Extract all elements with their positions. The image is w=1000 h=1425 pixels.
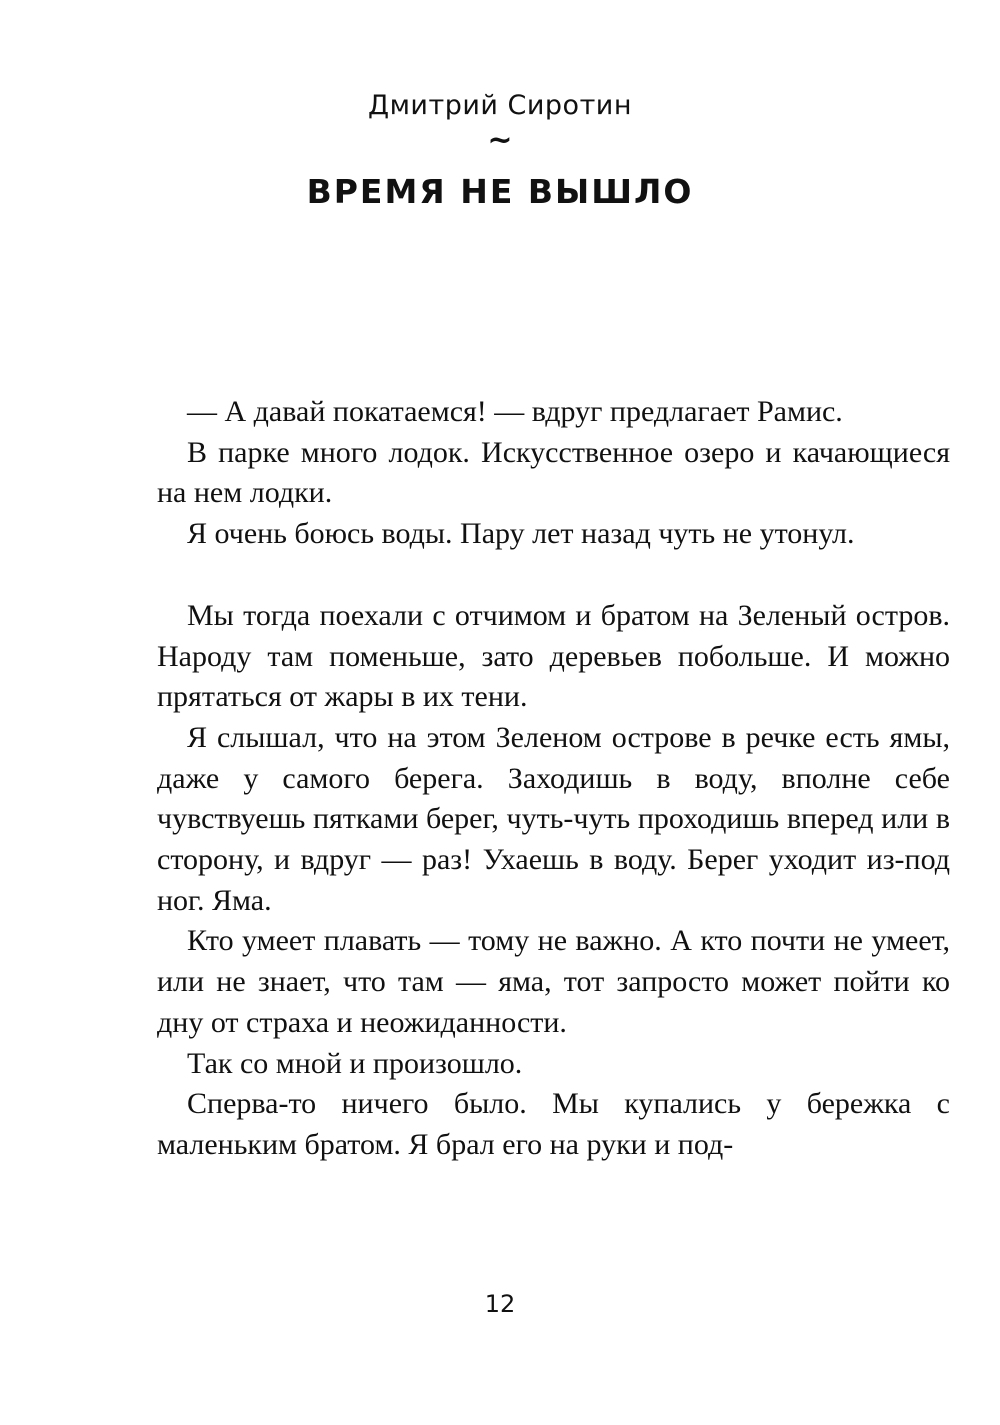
paragraph-gap bbox=[157, 555, 950, 596]
paragraph: Кто умеет плавать — тому не важно. А кто почти не умеет, или не знает, что там — яма, тот запросто может пойти ко дну от страха и неожиданности. bbox=[157, 924, 950, 1039]
paragraph: Так со мной и произошло. bbox=[187, 1046, 523, 1080]
paragraph: — А давай покатаемся! — вдруг предлагает Рамис. bbox=[187, 395, 843, 428]
paragraph: Мы тогда поехали с отчимом и братом на Зеленый остров. Народу там поменьше, зато деревьев побольше. И можно прятаться от жары в их тени. bbox=[157, 598, 950, 714]
paragraph: Сперва-то ничего было. Мы купались у бережка с маленьким братом. Я брал его на руки и под- bbox=[157, 1087, 950, 1161]
chapter-title: ВРЕМЯ НЕ ВЫШЛО bbox=[306, 172, 694, 211]
title-ornament: ~ bbox=[487, 123, 513, 158]
body-text bbox=[157, 392, 950, 1166]
paragraph: Я очень боюсь воды. Пару лет назад чуть не утонул. bbox=[187, 517, 855, 551]
page-number: 12 bbox=[484, 1290, 516, 1318]
paragraph: Я слышал, что на этом Зеленом острове в речке есть ямы, даже у самого берега. Заходишь в воду, вполне себе чувствуешь пятками берег, чуть-чуть проходишь вперед или в сторону, и вдруг — раз! Ухаешь в воду. Берег уходит из-под ног. Яма. bbox=[157, 720, 950, 917]
author-name: Дмитрий Сиротин bbox=[367, 90, 633, 121]
paragraph: В парке много лодок. Искусственное озеро и качающиеся на нем лодки. bbox=[157, 435, 950, 510]
